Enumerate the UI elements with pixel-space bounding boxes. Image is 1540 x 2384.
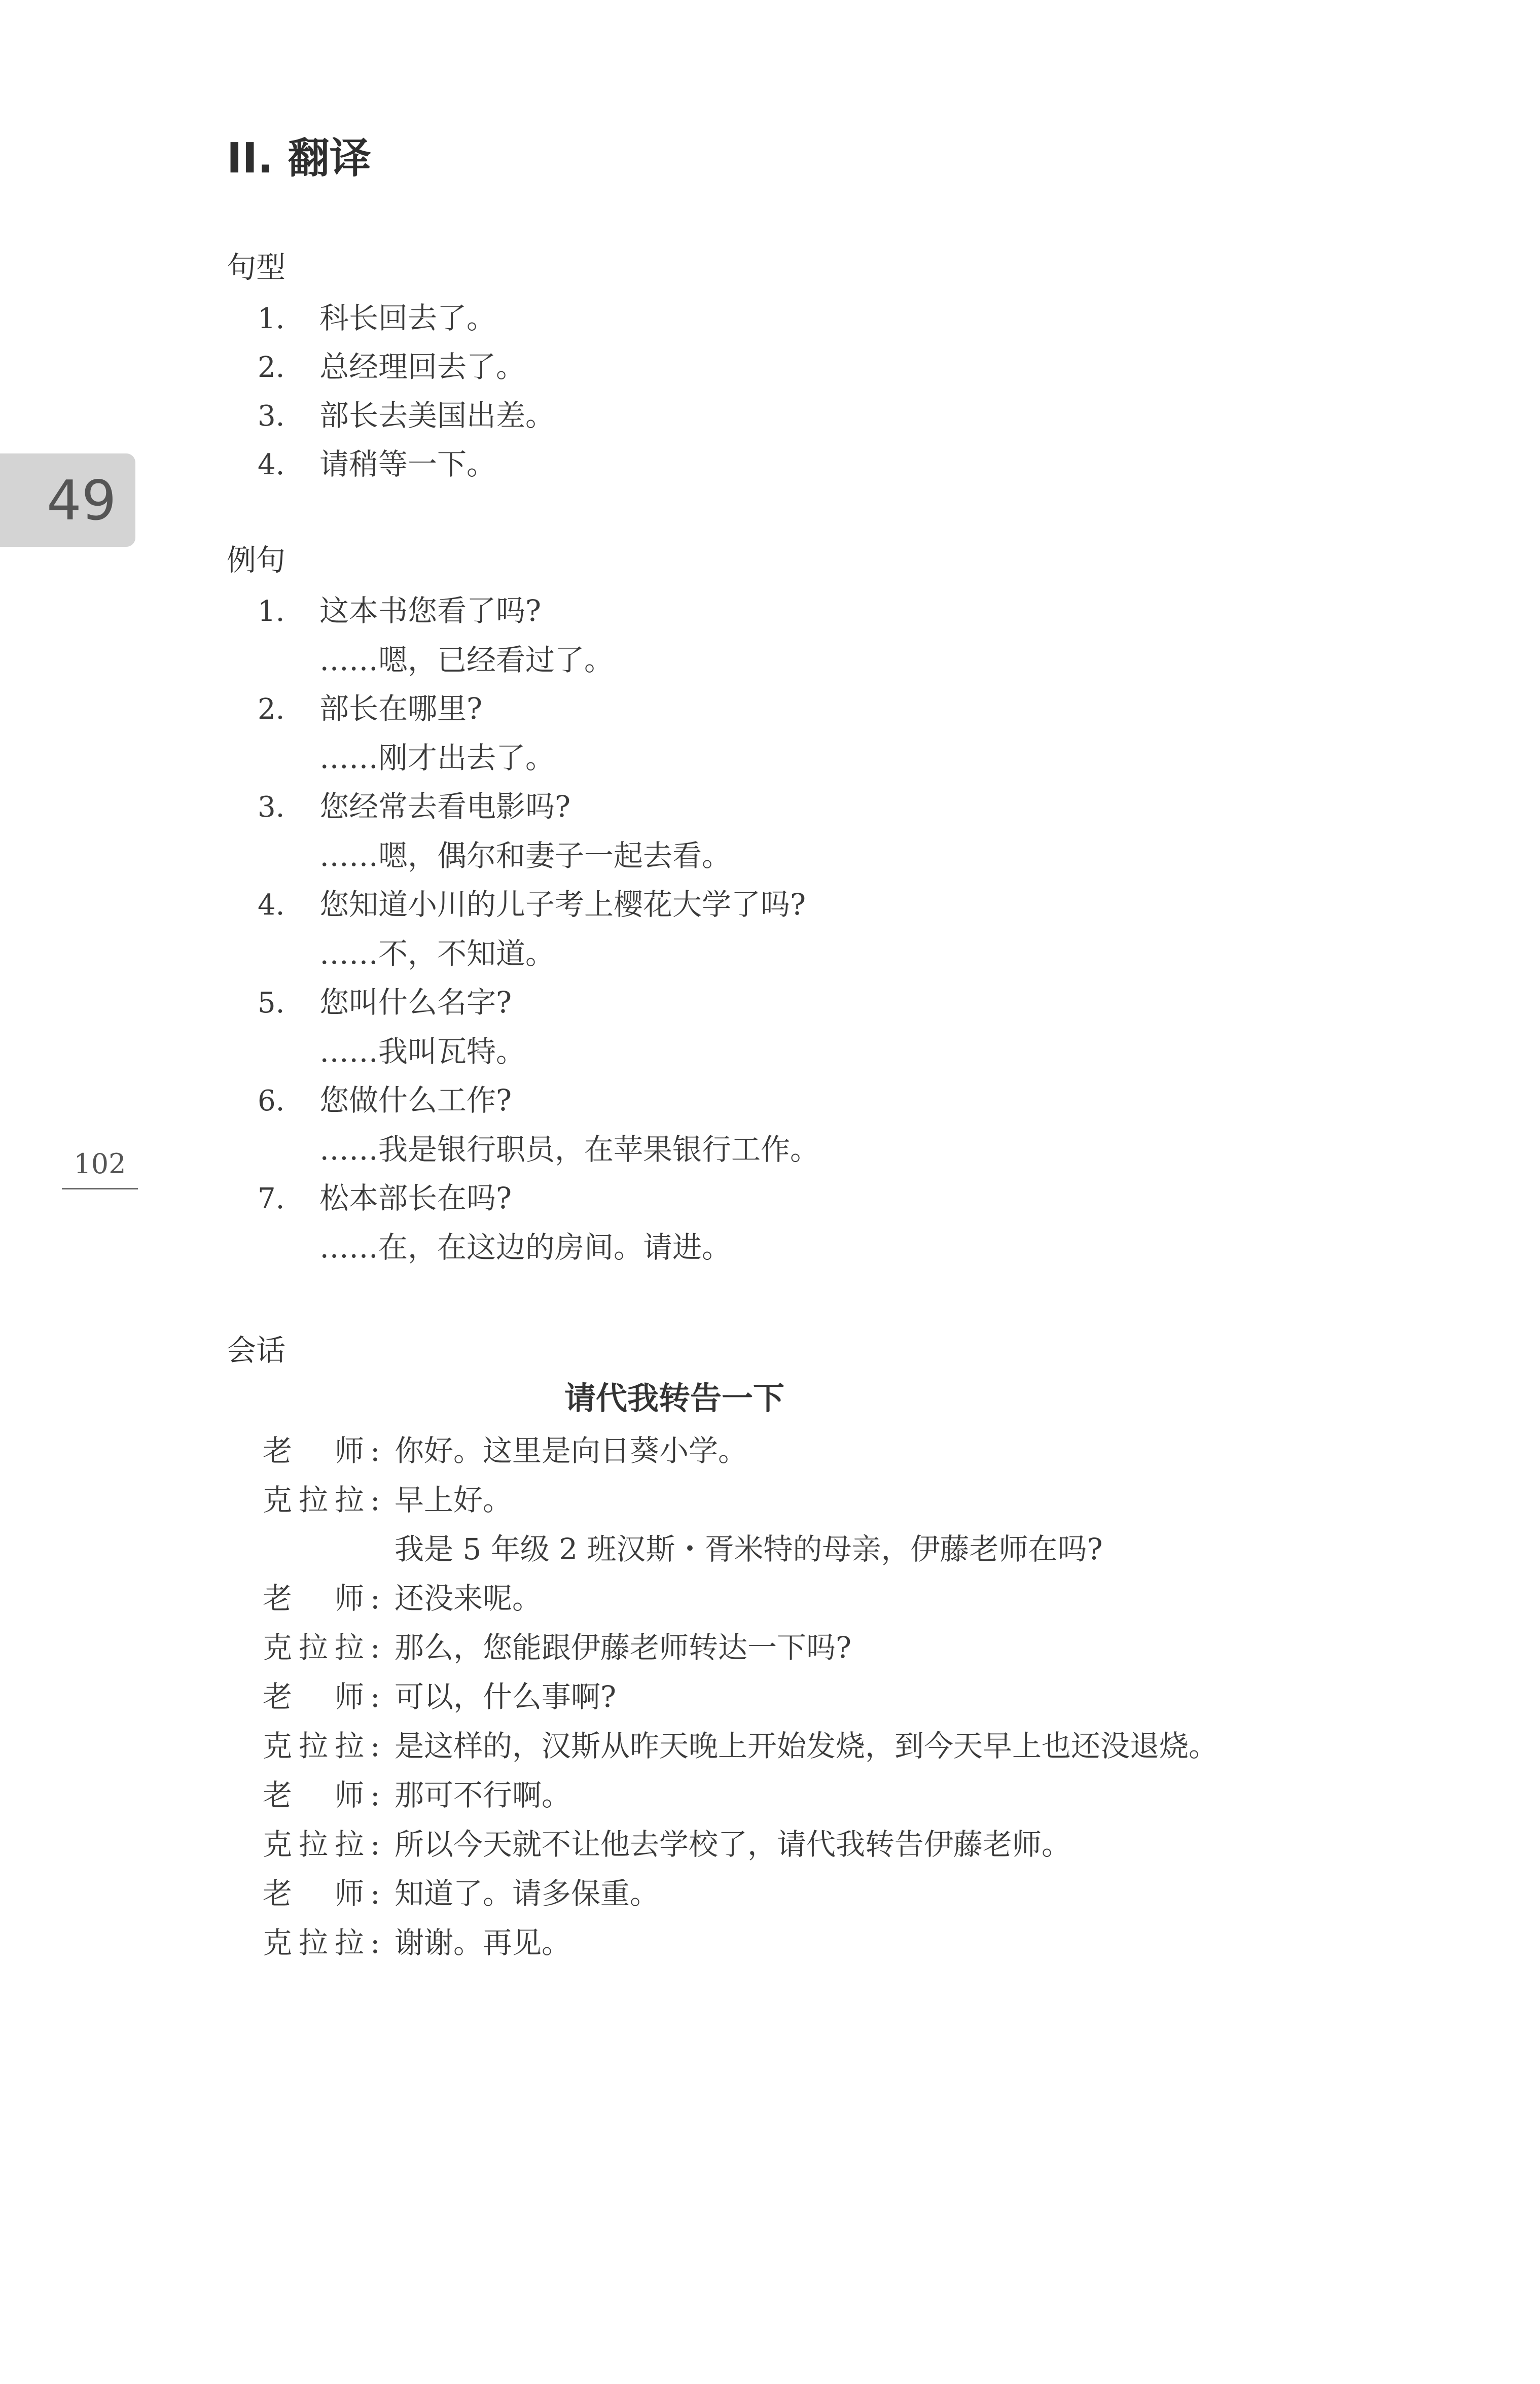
sentence-patterns-heading: 句型 xyxy=(227,250,286,285)
example-question: 您经常去看电影吗? xyxy=(319,789,571,824)
example-answer: ……我叫瓦特。 xyxy=(319,1034,526,1069)
speaker-name: 老师 xyxy=(263,1581,364,1616)
item-text: 总经理回去了。 xyxy=(319,349,526,384)
example-question: 部长在哪里? xyxy=(319,691,483,726)
examples-heading: 例句 xyxy=(227,543,286,577)
example-answer: ……不，不知道。 xyxy=(319,936,555,971)
example-answer: ……在，在这边的房间。请进。 xyxy=(319,1230,732,1265)
item-number: 1. xyxy=(258,595,285,628)
item-number: 6. xyxy=(258,1084,285,1117)
speaker-colon: : xyxy=(370,1778,380,1812)
speaker-colon: : xyxy=(370,1827,380,1862)
example-question: 您做什么工作? xyxy=(319,1083,512,1117)
utterance: 可以，什么事啊? xyxy=(395,1679,617,1714)
item-number: 3. xyxy=(258,791,285,824)
utterance: 那可不行啊。 xyxy=(395,1778,571,1812)
item-number: 2. xyxy=(258,351,285,384)
item-number: 2. xyxy=(258,693,285,726)
item-number: 4. xyxy=(258,448,285,481)
conversation-heading: 会话 xyxy=(227,1333,286,1368)
utterance: 那么，您能跟伊藤老师转达一下吗? xyxy=(395,1630,852,1665)
item-number: 3. xyxy=(258,400,285,433)
speaker-colon: : xyxy=(370,1679,380,1714)
speaker-name: 老师 xyxy=(263,1876,364,1911)
utterance: 谢谢。再见。 xyxy=(395,1925,571,1960)
example-question: 您叫什么名字? xyxy=(319,985,512,1020)
lesson-number: 49 xyxy=(47,469,117,533)
speaker-colon: : xyxy=(370,1729,380,1763)
speaker-name: 老师 xyxy=(263,1679,364,1714)
speaker-colon: : xyxy=(370,1925,380,1960)
page-number: 102 xyxy=(62,1150,138,1189)
speaker-name: 克拉拉 xyxy=(263,1483,364,1517)
utterance: 是这样的，汉斯从昨天晚上开始发烧，到今天早上也还没退烧。 xyxy=(395,1729,1219,1763)
example-question: 松本部长在吗? xyxy=(319,1181,512,1215)
speaker-colon: : xyxy=(370,1433,380,1468)
speaker-colon: : xyxy=(370,1630,380,1665)
utterance: 早上好。 xyxy=(395,1483,513,1517)
item-number: 4. xyxy=(258,889,285,922)
lesson-tab xyxy=(0,453,135,547)
speaker-name: 克拉拉 xyxy=(263,1925,364,1960)
utterance: 知道了。请多保重。 xyxy=(395,1876,660,1911)
example-answer: ……嗯，偶尔和妻子一起去看。 xyxy=(319,838,732,873)
example-answer: ……嗯，已经看过了。 xyxy=(319,643,614,677)
conversation-title: 请代我转告一下 xyxy=(564,1380,784,1417)
speaker-name: 老师 xyxy=(263,1778,364,1812)
example-answer: ……我是银行职员，在苹果银行工作。 xyxy=(319,1132,820,1167)
item-text: 科长回去了。 xyxy=(319,301,496,335)
utterance: 你好。这里是向日葵小学。 xyxy=(395,1433,748,1468)
item-number: 5. xyxy=(258,987,285,1020)
speaker-colon: : xyxy=(370,1876,380,1911)
speaker-colon: : xyxy=(370,1483,380,1517)
item-text: 请稍等一下。 xyxy=(319,447,496,481)
item-number: 1. xyxy=(258,302,285,335)
utterance: 所以今天就不让他去学校了，请代我转告伊藤老师。 xyxy=(395,1827,1071,1862)
item-text: 部长去美国出差。 xyxy=(319,398,555,433)
example-question: 这本书您看了吗? xyxy=(319,593,542,628)
speaker-name: 克拉拉 xyxy=(263,1827,364,1862)
utterance: 我是 5 年级 2 班汉斯・胥米特的母亲，伊藤老师在吗? xyxy=(395,1532,1103,1566)
item-number: 7. xyxy=(258,1182,285,1215)
example-question: 您知道小川的儿子考上樱花大学了吗? xyxy=(319,887,806,922)
speaker-name: 老师 xyxy=(263,1433,364,1468)
speaker-name: 克拉拉 xyxy=(263,1729,364,1763)
speaker-colon: : xyxy=(370,1581,380,1616)
example-answer: ……刚才出去了。 xyxy=(319,741,555,775)
utterance: 还没来呢。 xyxy=(395,1581,542,1616)
section-title: II. 翻译 xyxy=(227,134,371,183)
speaker-name: 克拉拉 xyxy=(263,1630,364,1665)
